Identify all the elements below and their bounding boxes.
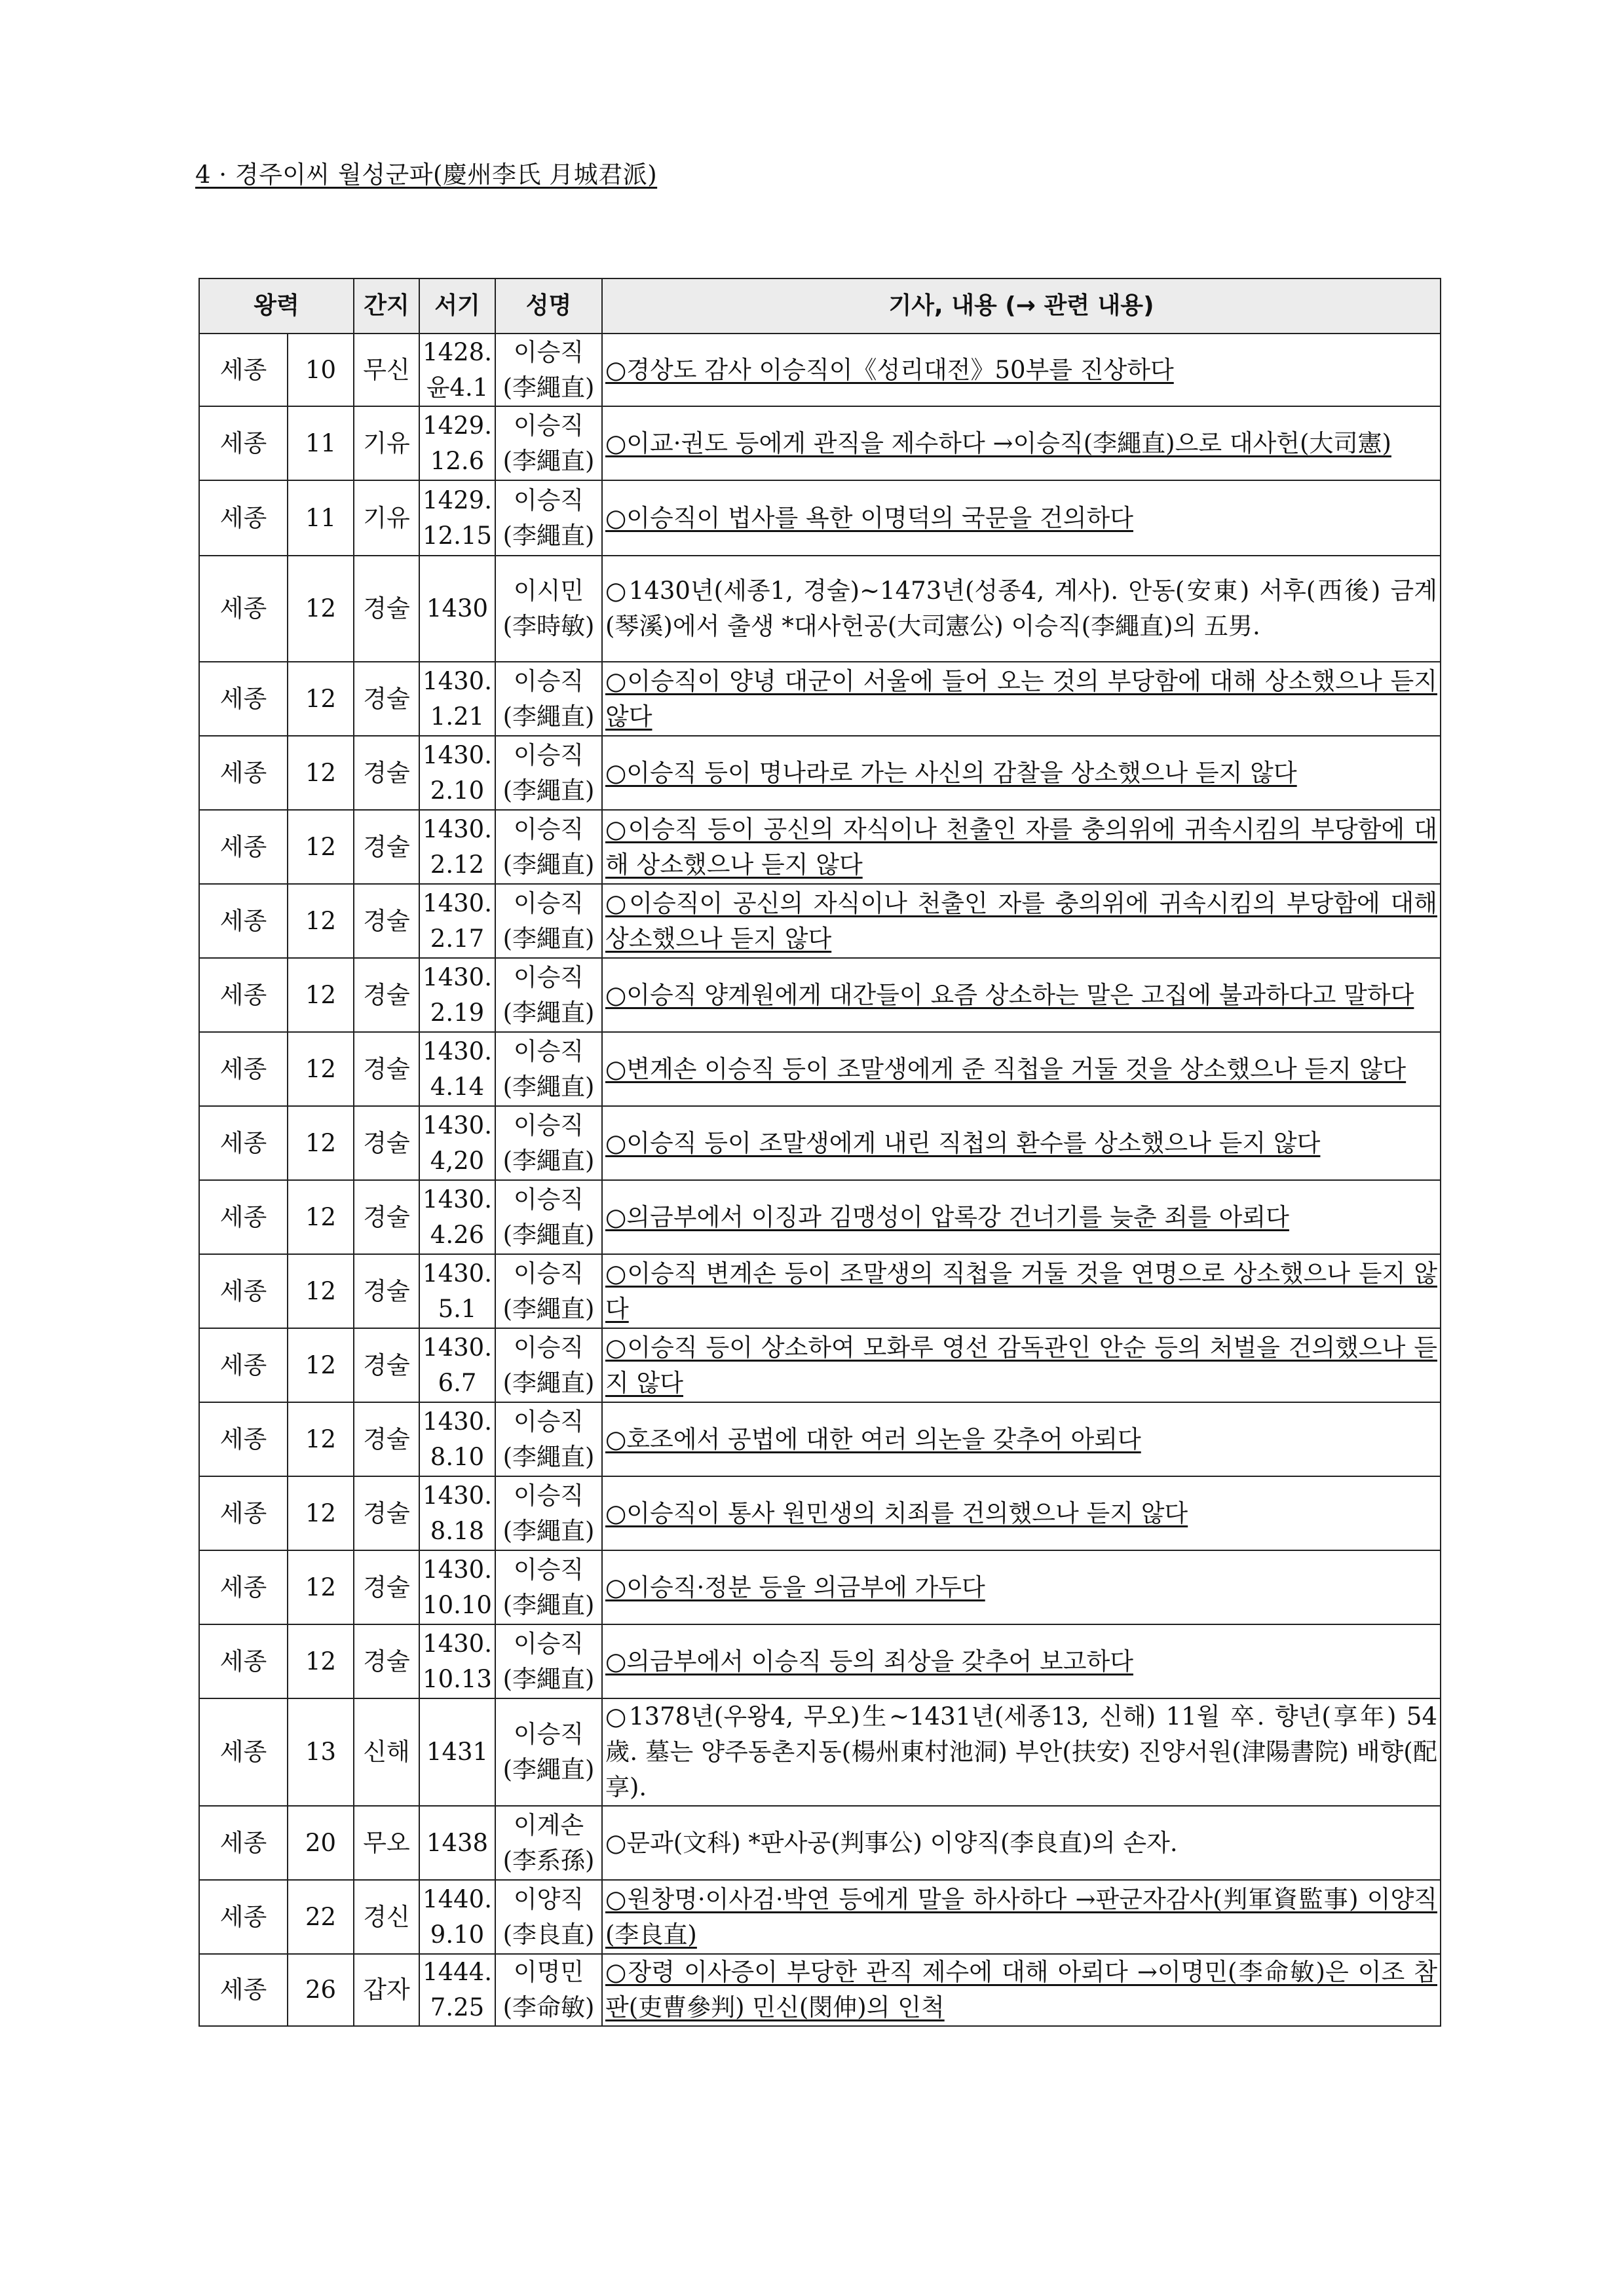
name-hanja: (李繩直) <box>502 1442 595 1471</box>
name-hanja: (李命敏) <box>502 1993 595 2021</box>
cell-date <box>419 810 495 884</box>
cell-content <box>602 406 1441 480</box>
date-line-2: 12.6 <box>430 446 485 475</box>
name-hangul: 이승직 <box>513 889 584 917</box>
cell-year: 12 <box>288 662 354 736</box>
cell-content <box>602 1106 1441 1180</box>
cell-year: 12 <box>288 1402 354 1476</box>
cell-year: 12 <box>288 810 354 884</box>
date-line-2: 12.15 <box>423 521 492 550</box>
table-row <box>199 1624 1441 1698</box>
cell-ganji: 경술 <box>354 1032 419 1106</box>
name-hanja: (李繩直) <box>502 1755 595 1784</box>
cell-ganji: 경술 <box>354 958 419 1032</box>
cell-name <box>495 334 602 406</box>
name-hanja: (李繩直) <box>502 1294 595 1323</box>
cell-date <box>419 1806 495 1880</box>
name-hanja: (李繩直) <box>502 521 595 550</box>
page-header: 4 · 경주이씨 월성군파(慶州李氏 月城君派) <box>195 161 658 189</box>
cell-content <box>602 1954 1441 2026</box>
cell-king: 세종 <box>199 480 288 556</box>
cell-king: 세종 <box>199 1476 288 1550</box>
date-line-2: 6.7 <box>438 1368 477 1397</box>
cell-date <box>419 1032 495 1106</box>
table-row <box>199 1550 1441 1624</box>
cell-ganji: 경술 <box>354 1402 419 1476</box>
name-hanja: (李繩直) <box>502 1072 595 1101</box>
name-hangul: 이승직 <box>513 337 584 366</box>
cell-name <box>495 1106 602 1180</box>
content-text: ○이승직 등이 명나라로 가는 사신의 감찰을 상소했으나 듣지 않다 <box>605 758 1297 787</box>
name-hanja: (李系孫) <box>502 1846 595 1875</box>
date-line-2: 4,20 <box>430 1146 485 1175</box>
cell-content <box>602 810 1441 884</box>
cell-date <box>419 958 495 1032</box>
cell-name <box>495 736 602 810</box>
cell-year: 20 <box>288 1806 354 1880</box>
cell-year: 12 <box>288 1328 354 1402</box>
cell-ganji: 경술 <box>354 1180 419 1254</box>
cell-date <box>419 662 495 736</box>
cell-date <box>419 1880 495 1954</box>
cell-content <box>602 1880 1441 1954</box>
name-hanja: (李繩直) <box>502 373 595 402</box>
cell-king: 세종 <box>199 1880 288 1954</box>
cell-ganji: 경술 <box>354 556 419 662</box>
date-line-2: 9.10 <box>430 1920 485 1949</box>
header-ganji: 간지 <box>354 278 419 334</box>
table-row <box>199 406 1441 480</box>
cell-name <box>495 480 602 556</box>
cell-king: 세종 <box>199 1954 288 2026</box>
content-text: ○경상도 감사 이승직이《성리대전》50부를 진상하다 <box>605 355 1174 384</box>
cell-name <box>495 1624 602 1698</box>
cell-date <box>419 1328 495 1402</box>
cell-ganji: 갑자 <box>354 1954 419 2026</box>
date-line-1: 1430. <box>423 740 492 769</box>
table-row <box>199 1698 1441 1806</box>
table-row <box>199 334 1441 406</box>
cell-year: 12 <box>288 1550 354 1624</box>
date-line-1: 1429. <box>423 411 492 440</box>
date-line-2: 2.19 <box>430 998 485 1027</box>
cell-name <box>495 1806 602 1880</box>
cell-content <box>602 1032 1441 1106</box>
cell-content <box>602 1254 1441 1328</box>
content-text: ○1430년(세종1, 경술)~1473년(성종4, 계사). 안동(安東) 서후(西後) 금계(琴溪)에서 출생 *대사헌공(大司憲公) 이승직(李繩直)의 五男. <box>605 577 1437 640</box>
date-line-1: 1430. <box>423 1555 492 1584</box>
name-hanja: (李繩直) <box>502 446 595 475</box>
table-row <box>199 810 1441 884</box>
cell-king: 세종 <box>199 1032 288 1106</box>
name-hanja: (李繩直) <box>502 850 595 879</box>
date-line-2: 2.17 <box>430 924 485 953</box>
name-hangul: 이승직 <box>513 1481 584 1510</box>
date-line-2: 7.25 <box>430 1993 485 2021</box>
cell-king: 세종 <box>199 810 288 884</box>
table-row <box>199 1106 1441 1180</box>
table-row <box>199 1180 1441 1254</box>
cell-ganji: 경술 <box>354 884 419 958</box>
name-hangul: 이승직 <box>513 1037 584 1065</box>
content-text: ○이교·권도 등에게 관직을 제수하다 →이승직(李繩直)으로 대사헌(大司憲) <box>605 429 1391 457</box>
cell-year: 11 <box>288 480 354 556</box>
name-hangul: 이승직 <box>513 1555 584 1584</box>
cell-content <box>602 1550 1441 1624</box>
date-line-1: 1430. <box>423 1481 492 1510</box>
records-table <box>198 278 1441 2027</box>
cell-year: 12 <box>288 556 354 662</box>
cell-king: 세종 <box>199 884 288 958</box>
name-hangul: 이승직 <box>513 814 584 843</box>
cell-name <box>495 1476 602 1550</box>
cell-name <box>495 1550 602 1624</box>
content-text: ○이승직 등이 상소하여 모화루 영선 감독관인 안순 등의 처벌을 건의했으나 듣지 않다 <box>605 1333 1437 1397</box>
cell-date <box>419 1954 495 2026</box>
content-text: ○의금부에서 이승직 등의 죄상을 갖추어 보고하다 <box>605 1647 1133 1675</box>
cell-king: 세종 <box>199 958 288 1032</box>
table-row <box>199 1954 1441 2026</box>
date-line-2: 8.18 <box>430 1516 485 1545</box>
cell-ganji: 신해 <box>354 1698 419 1806</box>
cell-ganji: 경술 <box>354 1476 419 1550</box>
cell-king: 세종 <box>199 1328 288 1402</box>
cell-name <box>495 1254 602 1328</box>
name-hangul: 이승직 <box>513 1407 584 1436</box>
table-row <box>199 1032 1441 1106</box>
cell-content <box>602 480 1441 556</box>
name-hanja: (李繩直) <box>502 1590 595 1619</box>
cell-name <box>495 662 602 736</box>
name-hangul: 이승직 <box>513 1333 584 1362</box>
cell-content <box>602 334 1441 406</box>
cell-content <box>602 556 1441 662</box>
cell-name <box>495 1180 602 1254</box>
date-line-2: 2.10 <box>430 776 485 805</box>
date-line-2: 1.21 <box>430 702 485 731</box>
name-hanja: (李繩直) <box>502 776 595 805</box>
cell-date <box>419 1550 495 1624</box>
date-line-1: 1444. <box>423 1958 492 1986</box>
name-hanja: (李良直) <box>502 1920 595 1949</box>
name-hangul: 이승직 <box>513 1629 584 1658</box>
content-text: ○이승직이 공신의 자식이나 천출인 자를 충의위에 귀속시킴의 부당함에 대해 상소했으나 듣지 않다 <box>605 889 1437 953</box>
cell-year: 11 <box>288 406 354 480</box>
name-hanja: (李時敏) <box>502 612 595 640</box>
cell-year: 12 <box>288 884 354 958</box>
cell-ganji: 무오 <box>354 1806 419 1880</box>
cell-king: 세종 <box>199 736 288 810</box>
header-date: 서기 <box>419 278 495 334</box>
content-text: ○문과(文科) *판사공(判事公) 이양직(李良直)의 손자. <box>605 1828 1178 1857</box>
date-line-1: 1430. <box>423 814 492 843</box>
name-hangul: 이승직 <box>513 486 584 514</box>
cell-ganji: 기유 <box>354 406 419 480</box>
cell-date <box>419 1180 495 1254</box>
date-line-1: 1430. <box>423 963 492 991</box>
content-text: ○의금부에서 이징과 김맹성이 압록강 건너기를 늦춘 죄를 아뢰다 <box>605 1202 1289 1231</box>
cell-name <box>495 1402 602 1476</box>
name-hanja: (李繩直) <box>502 1368 595 1397</box>
cell-king: 세종 <box>199 1180 288 1254</box>
table-row <box>199 1806 1441 1880</box>
name-hangul: 이승직 <box>513 411 584 440</box>
cell-year: 22 <box>288 1880 354 1954</box>
cell-name <box>495 1328 602 1402</box>
date-line-1: 1430. <box>423 1259 492 1288</box>
cell-name <box>495 556 602 662</box>
content-text: ○이승직이 법사를 욕한 이명덕의 국문을 건의하다 <box>605 503 1133 532</box>
cell-king: 세종 <box>199 1402 288 1476</box>
date-line-1: 1429. <box>423 486 492 514</box>
cell-content <box>602 1476 1441 1550</box>
date-line-1: 1430. <box>423 1407 492 1436</box>
date-line-1: 1430. <box>423 1629 492 1658</box>
cell-year: 12 <box>288 1180 354 1254</box>
table-body <box>199 334 1441 2026</box>
date-line-2: 5.1 <box>438 1294 477 1323</box>
cell-date <box>419 884 495 958</box>
header-row <box>199 278 1441 334</box>
name-hanja: (李繩直) <box>502 998 595 1027</box>
cell-content <box>602 1180 1441 1254</box>
date-line-2: 4.14 <box>430 1072 485 1101</box>
content-text: ○이승직 변계손 등이 조말생의 직첩을 거둘 것을 연명으로 상소했으나 듣지 않다 <box>605 1259 1437 1323</box>
name-hanja: (李繩直) <box>502 924 595 953</box>
cell-content <box>602 1698 1441 1806</box>
name-hanja: (李繩直) <box>502 1146 595 1175</box>
content-text: ○1378년(우왕4, 무오)生~1431년(세종13, 신해) 11월 卒. 향년(享年) 54歲. 墓는 양주동촌지동(楊州東村池洞) 부안(扶安) 진양서원(津陽書院) 배향(配享). <box>605 1702 1437 1801</box>
table-row <box>199 958 1441 1032</box>
cell-name <box>495 958 602 1032</box>
date-line-1: 1430. <box>423 1037 492 1065</box>
cell-date <box>419 480 495 556</box>
cell-ganji: 경술 <box>354 1106 419 1180</box>
date-line-2: 2.12 <box>430 850 485 879</box>
date-line-1: 1440. <box>423 1885 492 1913</box>
cell-content <box>602 1328 1441 1402</box>
cell-content <box>602 1806 1441 1880</box>
cell-year: 12 <box>288 1106 354 1180</box>
cell-date <box>419 1698 495 1806</box>
cell-content <box>602 958 1441 1032</box>
cell-name <box>495 1032 602 1106</box>
content-text: ○이승직 양계원에게 대간들이 요즘 상소하는 말은 고집에 불과하다고 말하다 <box>605 980 1414 1009</box>
cell-content <box>602 1402 1441 1476</box>
name-hangul: 이명민 <box>513 1958 584 1986</box>
cell-king: 세종 <box>199 1698 288 1806</box>
name-hangul: 이양직 <box>513 1885 584 1913</box>
cell-king: 세종 <box>199 1254 288 1328</box>
cell-name <box>495 1880 602 1954</box>
date-line-1: 1430. <box>423 889 492 917</box>
cell-ganji: 무신 <box>354 334 419 406</box>
cell-ganji: 경술 <box>354 810 419 884</box>
name-hangul: 이승직 <box>513 1111 584 1139</box>
date-line-2: 10.13 <box>423 1664 492 1693</box>
date-line-2: 10.10 <box>423 1590 492 1619</box>
date-line-1: 1430. <box>423 666 492 695</box>
cell-name <box>495 810 602 884</box>
cell-content <box>602 1624 1441 1698</box>
cell-content <box>602 736 1441 810</box>
name-hangul: 이승직 <box>513 740 584 769</box>
cell-king: 세종 <box>199 1624 288 1698</box>
cell-year: 12 <box>288 1476 354 1550</box>
cell-year: 10 <box>288 334 354 406</box>
cell-date <box>419 1476 495 1550</box>
cell-king: 세종 <box>199 1806 288 1880</box>
cell-year: 12 <box>288 1032 354 1106</box>
cell-king: 세종 <box>199 334 288 406</box>
cell-name <box>495 1954 602 2026</box>
cell-date <box>419 1402 495 1476</box>
table-row <box>199 556 1441 662</box>
header-reign: 왕력 <box>199 278 354 334</box>
cell-king: 세종 <box>199 662 288 736</box>
date-line-1: 1431 <box>426 1738 489 1766</box>
content-text: ○원창명·이사검·박연 등에게 말을 하사하다 →판군자감사(判軍資監事) 이양직(李良直) <box>605 1885 1437 1949</box>
cell-king: 세종 <box>199 1550 288 1624</box>
date-line-2: 4.26 <box>430 1220 485 1249</box>
content-text: ○호조에서 공법에 대한 여러 의논을 갖추어 아뢰다 <box>605 1425 1141 1453</box>
cell-content <box>602 884 1441 958</box>
cell-ganji: 경신 <box>354 1880 419 1954</box>
content-text: ○장령 이사증이 부당한 관직 제수에 대해 아뢰다 →이명민(李命敏)은 이조 참판(吏曹參判) 민신(閔伸)의 인척 <box>605 1958 1437 2021</box>
table-row <box>199 1476 1441 1550</box>
content-text: ○이승직 등이 조말생에게 내린 직첩의 환수를 상소했으나 듣지 않다 <box>605 1128 1321 1157</box>
cell-king: 세종 <box>199 1106 288 1180</box>
cell-date <box>419 736 495 810</box>
cell-king: 세종 <box>199 406 288 480</box>
cell-year: 13 <box>288 1698 354 1806</box>
header-content: 기사, 내용 (→ 관련 내용) <box>602 278 1441 334</box>
cell-ganji: 경술 <box>354 736 419 810</box>
table-row <box>199 884 1441 958</box>
name-hangul: 이승직 <box>513 666 584 695</box>
name-hanja: (李繩直) <box>502 1220 595 1249</box>
table-row <box>199 1880 1441 1954</box>
date-line-1: 1428. <box>423 337 492 366</box>
cell-king: 세종 <box>199 556 288 662</box>
header-name: 성명 <box>495 278 602 334</box>
content-text: ○변계손 이승직 등이 조말생에게 준 직첩을 거둘 것을 상소했으나 듣지 않다 <box>605 1054 1407 1083</box>
table-row <box>199 1254 1441 1328</box>
cell-year: 12 <box>288 1624 354 1698</box>
table-row <box>199 480 1441 556</box>
date-line-1: 1430. <box>423 1333 492 1362</box>
content-text: ○이승직이 통사 원민생의 치죄를 건의했으나 듣지 않다 <box>605 1499 1188 1527</box>
cell-name <box>495 884 602 958</box>
cell-ganji: 경술 <box>354 1550 419 1624</box>
table-row <box>199 1402 1441 1476</box>
name-hangul: 이시민 <box>513 577 584 605</box>
name-hanja: (李繩直) <box>502 1516 595 1545</box>
cell-ganji: 경술 <box>354 1254 419 1328</box>
cell-date <box>419 1624 495 1698</box>
name-hangul: 이승직 <box>513 963 584 991</box>
cell-date <box>419 1254 495 1328</box>
cell-year: 12 <box>288 736 354 810</box>
date-line-2: 8.10 <box>430 1442 485 1471</box>
cell-year: 26 <box>288 1954 354 2026</box>
cell-date <box>419 334 495 406</box>
date-line-1: 1430. <box>423 1185 492 1214</box>
table-row <box>199 662 1441 736</box>
cell-ganji: 기유 <box>354 480 419 556</box>
date-line-1: 1430 <box>426 594 489 622</box>
table-row <box>199 736 1441 810</box>
name-hangul: 이승직 <box>513 1720 584 1748</box>
name-hanja: (李繩直) <box>502 1664 595 1693</box>
cell-date <box>419 556 495 662</box>
cell-year: 12 <box>288 1254 354 1328</box>
table-row <box>199 1328 1441 1402</box>
name-hangul: 이계손 <box>513 1810 584 1839</box>
cell-ganji: 경술 <box>354 1328 419 1402</box>
date-line-1: 1430. <box>423 1111 492 1139</box>
content-text: ○이승직·정분 등을 의금부에 가두다 <box>605 1573 985 1601</box>
cell-content <box>602 662 1441 736</box>
name-hangul: 이승직 <box>513 1185 584 1214</box>
cell-ganji: 경술 <box>354 662 419 736</box>
content-text: ○이승직 등이 공신의 자식이나 천출인 자를 충의위에 귀속시킴의 부당함에 대해 상소했으나 듣지 않다 <box>605 814 1437 879</box>
name-hanja: (李繩直) <box>502 702 595 731</box>
cell-date <box>419 406 495 480</box>
date-line-2: 윤4.1 <box>426 373 489 402</box>
content-text: ○이승직이 양녕 대군이 서울에 들어 오는 것의 부당함에 대해 상소했으나 듣지 않다 <box>605 666 1437 731</box>
cell-name <box>495 1698 602 1806</box>
date-line-1: 1438 <box>426 1828 489 1857</box>
name-hangul: 이승직 <box>513 1259 584 1288</box>
cell-name <box>495 406 602 480</box>
cell-date <box>419 1106 495 1180</box>
cell-year: 12 <box>288 958 354 1032</box>
cell-ganji: 경술 <box>354 1624 419 1698</box>
